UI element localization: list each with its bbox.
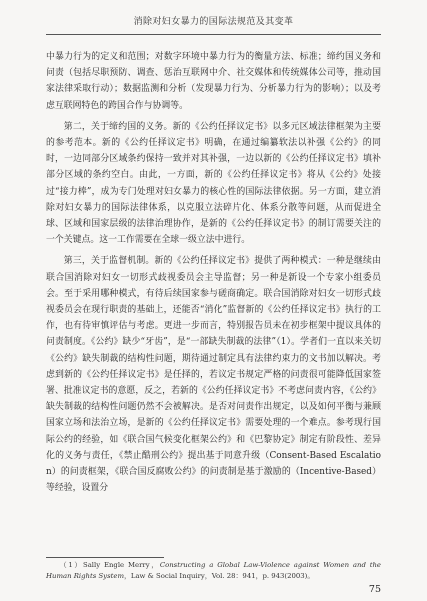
running-header: 消除对妇女暴力的国际法规范及其变革 [133, 17, 294, 27]
footnote-rule [46, 557, 164, 558]
body-text [46, 49, 381, 501]
footnote [46, 560, 381, 581]
footnote-marker: （1） [59, 561, 83, 569]
header-rule [46, 34, 381, 35]
paragraph-1: 中暴力行为的定义和范围；对数字环境中暴力行为的衡量方法、标准；缔约国义务和问责（包括尽职预防、调查、惩治互联网中介、社交媒体和传统媒体公司等，推动国家法律采取行动）；数据监测和分析（发现暴力行为、分析暴力行为的影响）；以及考虑互联网特色的跨国合作与协调等。 [46, 52, 381, 111]
paragraph-2: 第二，关于缔约国的义务。新的《公约任择议定书》以多元区域法律框架为主要的参考范本。新的《公约任择议定书》明确，在通过编纂软法以补强《公约》的同时，一边同部分区域条约保持一致并对其补强，一边以新的《公约任择议定书》填补部分区域的条约空白。由此，一方面，新的《公约任择议定书》将从《公约》处接过“接力棒”，成为专门处理对妇女暴力的核心性的国际法律依据。另一方面，建立消除对妇女暴力的国际法律体系，以克服立法碎片化、体系分散等问题，从而促进全球、区域和国家层级的法律治理协作，是新的《公约任择议定书》的制订需要关注的一个关键点。这一工作需要在全球一级立法中进行。 [46, 121, 381, 246]
footnote-author: Sally Engle Merry， [82, 561, 160, 569]
footnote-source: ，Law & Social Inquiry，Vol. 28：941，p. 943(2003)。 [123, 571, 315, 580]
footnote-title: Constructing a Global Law-Violence against Women and the Human Rights System [46, 561, 381, 580]
page-number: 75 [368, 584, 381, 595]
paragraph-3: 第三，关于监督机制。新的《公约任择议定书》提供了两种模式：一种是继续由联合国消除对妇女一切形式歧视委员会主导监督；另一种是新设一个专家小组委员会。至于采用哪种模式，有待后续国家参与磋商确定。联合国消除对妇女一切形式歧视委员会在现行职责的基础上，还能否“消化”监督新的《公约任择议定书》执行的工作，也有待审慎评估与考虑。更进一步而言，特别报告员未在初步框架中提议具体的问责制度。《公约》缺少“牙齿”，是“一部缺失制裁的法律”（1）。学者们一直以来关切《公约》缺失制裁的结构性问题，期待通过制定具有法律约束力的文书加以解决。考虑到新的《公约任择议定书》是任择的，若议定书规定严格的问责很可能降低国家签署、批准议定书的意愿，反之，若新的《公约任择议定书》不考虑问责内容，《公约》缺失制裁的结构性问题仍然不会被解决。是否对问责作出规定，以及如何平衡与兼顾国家立场和法治立场，是新的《公约任择议定书》需要处理的一个难点。参考现行国际公约的经验，如《联合国气候变化框架公约》和《巴黎协定》制定有阶段性、差异化的义务与责任，《禁止酷刑公约》提出基于同意升级（Consent-Based Escalation）的问责框架，《联合国反腐败公约》的问责制是基于激励的（Incentive-Based）等经验，设置分 [46, 256, 381, 494]
